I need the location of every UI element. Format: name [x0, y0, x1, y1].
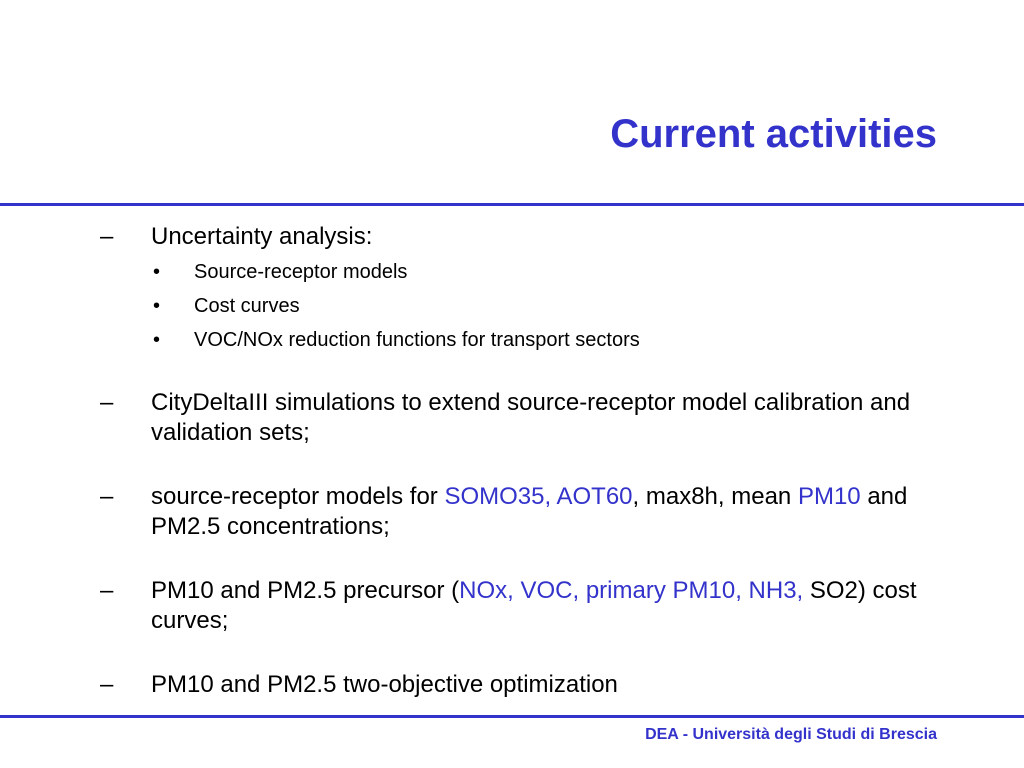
list-item-text: CityDeltaIII simulations to extend source-receptor model calibration and validation sets;	[151, 389, 911, 446]
text-segment: , max8h, mean	[632, 483, 798, 510]
slide-title: Current activities	[610, 112, 937, 156]
footer-institution: DEA - Università degli Studi di Brescia	[645, 726, 937, 743]
text-segment: PM10 and PM2.5 precursor (	[151, 577, 460, 604]
sub-item-text: Source-receptor models	[194, 261, 408, 283]
sub-item-text: Cost curves	[194, 295, 300, 317]
dash-marker: –	[100, 483, 114, 510]
list-item-text	[151, 576, 941, 636]
text-segment: source-receptor models for	[151, 483, 445, 510]
bullet-marker: •	[153, 261, 161, 283]
sub-item-text: VOC/NOx reduction functions for transport sectors	[194, 329, 640, 351]
dash-marker: –	[100, 577, 114, 604]
list-item-text: PM10 and PM2.5 two-objective optimization	[151, 671, 618, 698]
highlight-precursors: NOx, VOC, primary PM10, NH3,	[459, 577, 804, 604]
list-item-text	[151, 482, 941, 542]
text-segment: and PM2.5 concentrations;	[151, 483, 908, 540]
highlight-somo35-aot60: SOMO35, AOT60	[444, 483, 633, 510]
highlight-pm10: PM10	[797, 483, 861, 510]
footer-divider	[0, 715, 1024, 718]
text-segment: SO2) cost curves;	[151, 577, 917, 634]
dash-marker: –	[100, 223, 114, 250]
bullet-marker: •	[153, 329, 161, 351]
bullet-marker: •	[153, 295, 161, 317]
dash-marker: –	[100, 671, 114, 698]
list-item-text: Uncertainty analysis:	[151, 223, 373, 250]
dash-marker: –	[100, 389, 114, 416]
